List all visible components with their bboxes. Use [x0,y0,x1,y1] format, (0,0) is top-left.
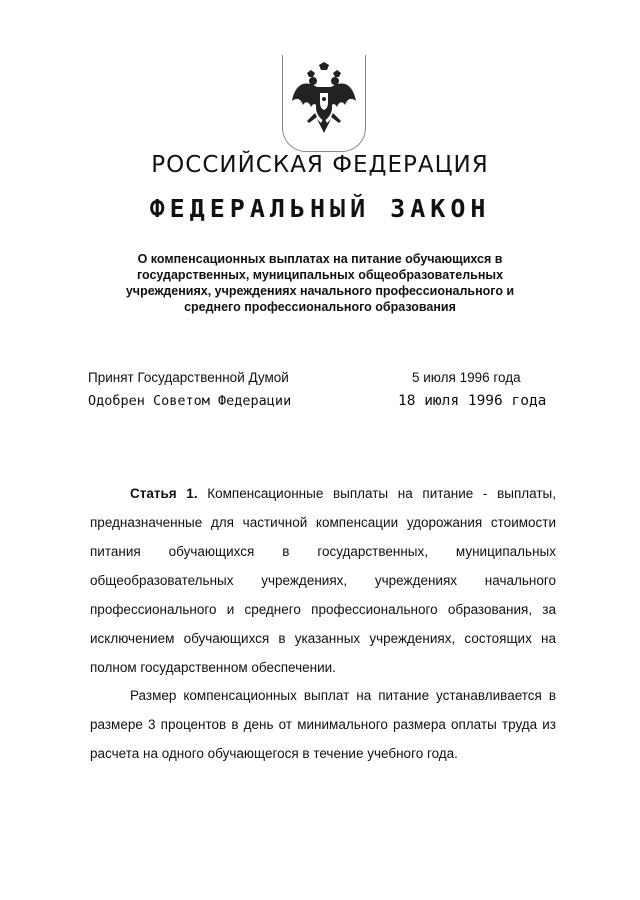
law-type-heading: ФЕДЕРАЛЬНЫЙ ЗАКОН [149,194,491,223]
law-title [105,251,535,315]
state-emblem [282,55,366,152]
country-heading: РОССИЙСКАЯ ФЕДЕРАЦИЯ [151,152,489,178]
article-1-paragraph-2: Размер компенсационных выплат на питание устанавливается в размере 3 процентов в день от минимального размера оплаты труда из расчета на одного обучающегося в течение учебного года. [90,688,556,761]
article-label: Статья 1. [130,486,198,501]
article-1-text: Компенсационные выплаты на питание - выплаты, предназначенные для частичной компенсации удорожания стоимости питания обучающихся в государственных, муниципальных общеобразовательных учреждениях, учреждениях начального профессионального и среднего профессионального образования, за исключением обучающихся в указанных учреждениях, состоящих на полном государственном обеспечении. [90,486,556,675]
law-title-line: государственных, муниципальных общеобразовательных [136,268,504,282]
duma-adoption-label: Принят Государственной Думой [88,370,289,385]
law-title-line: О компенсационных выплатах на питание обучающихся в [137,252,503,266]
article-1-paragraph-1 [90,479,556,682]
council-approval-label: Одобрен Советом Федерации [88,393,292,409]
duma-adoption-date: 5 июля 1996 года [412,370,521,385]
law-title-line: учреждениях, учреждениях начального профессионального и [125,284,515,298]
council-approval-date: 18 июля 1996 года [398,393,547,409]
law-title-line: среднего профессионального образования [184,300,456,314]
double-headed-eagle-icon [289,61,359,141]
